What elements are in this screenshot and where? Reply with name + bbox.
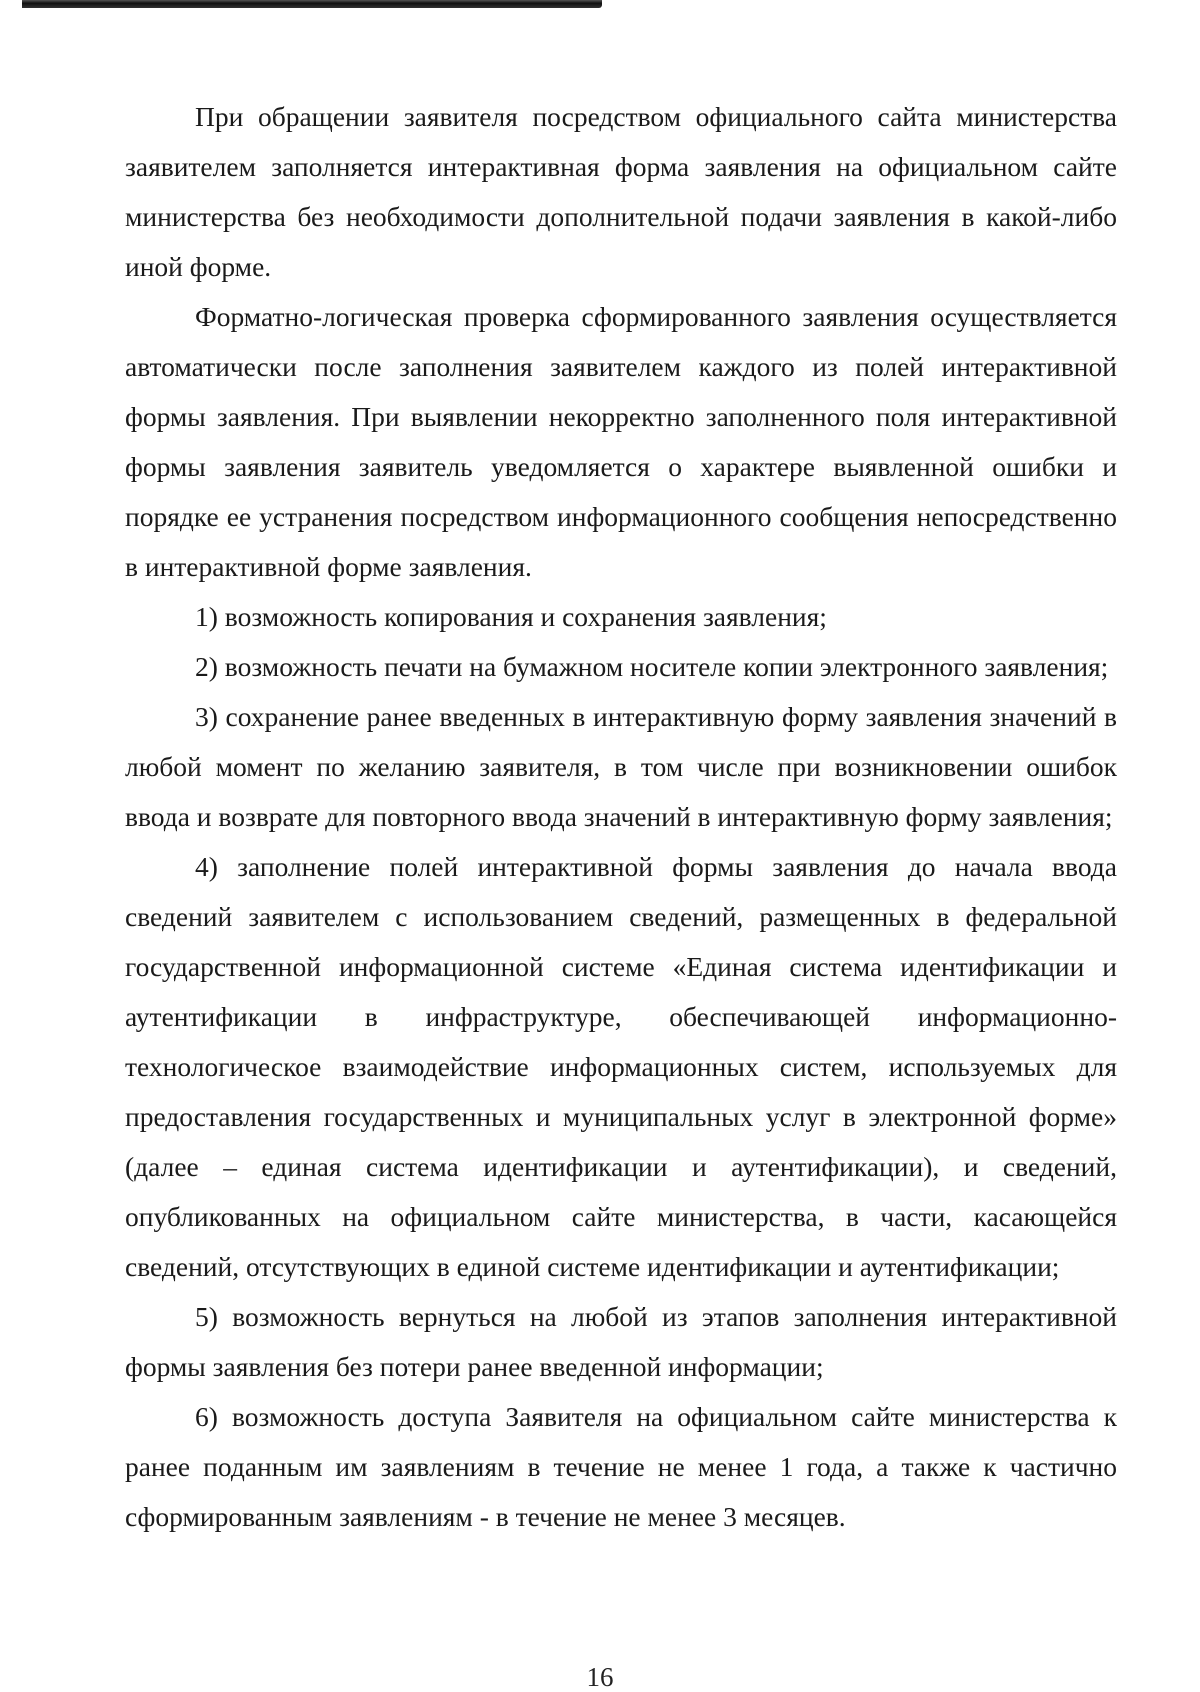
document-body	[125, 92, 1117, 1542]
list-item-6: 6) возможность доступа Заявителя на официальном сайте министерства к ранее поданным им заявлениям в течение не менее 1 года, а также к частично сформированным заявлениям - в течение не менее 3 месяцев.	[125, 1401, 1117, 1532]
list-item-5: 5) возможность вернуться на любой из этапов заполнения интерактивной формы заявления без потери ранее введенной информации;	[125, 1301, 1117, 1382]
list-item-4: 4) заполнение полей интерактивной формы заявления до начала ввода сведений заявителем с использованием сведений, размещенных в федеральной государственной информационной системе «Единая система идентификации и аутентификации в инфраструктуре, обеспечивающей информационно-технологическое взаимодействие информационных систем, используемых для предоставления государственных и муниципальных услуг в электронной форме» (далее – единая система идентификации и аутентификации), и сведений, опубликованных на официальном сайте министерства, в части, касающейся сведений, отсутствующих в единой системе идентификации и аутентификации;	[125, 851, 1117, 1282]
scan-edge-bar	[22, 0, 602, 8]
page-number: 16	[586, 1662, 614, 1692]
paragraph-1: При обращении заявителя посредством официального сайта министерства заявителем заполняется интерактивная форма заявления на официальном сайте министерства без необходимости дополнительной подачи заявления в какой-либо иной форме.	[125, 101, 1117, 282]
list-item-2: 2) возможность печати на бумажном носителе копии электронного заявления;	[195, 651, 1109, 682]
list-item-3: 3) сохранение ранее введенных в интерактивную форму заявления значений в любой момент по желанию заявителя, в том числе при возникновении ошибок ввода и возврате для повторного ввода значений в интерактивную форму заявления;	[125, 701, 1117, 832]
paragraph-2: Форматно-логическая проверка сформированного заявления осуществляется автоматически после заполнения заявителем каждого из полей интерактивной формы заявления. При выявлении некорректно заполненного поля интерактивной формы заявления заявитель уведомляется о характере выявленной ошибки и порядке ее устранения посредством информационного сообщения непосредственно в интерактивной форме заявления.	[125, 301, 1117, 582]
list-item-1: 1) возможность копирования и сохранения заявления;	[195, 601, 827, 632]
